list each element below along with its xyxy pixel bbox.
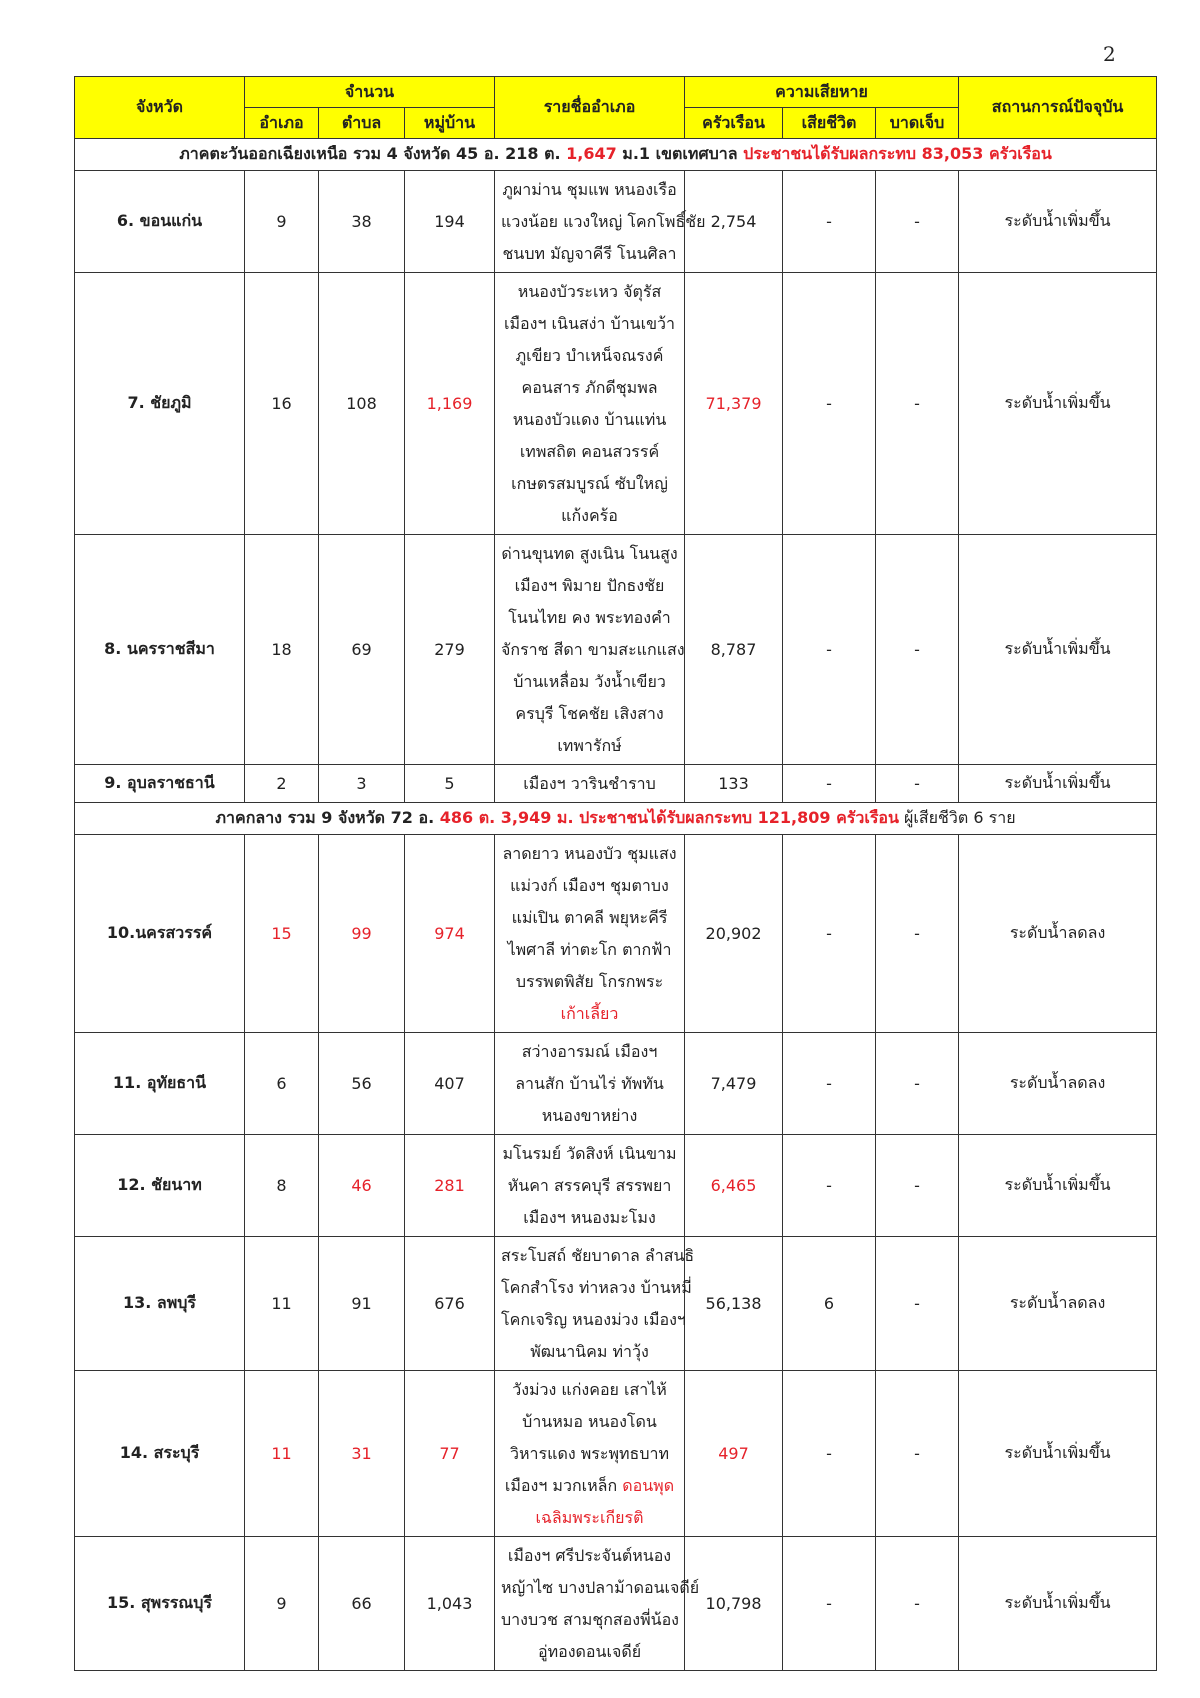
district-name: บรรพตพิสัย โกรกพระ [515, 971, 664, 991]
amphoe-count-cell: 18 [245, 535, 319, 765]
tambon-count-cell: 99 [319, 835, 405, 1033]
district-line [501, 570, 678, 602]
district-name: เมืองฯ พิมาย ปักธงชัย [514, 575, 665, 595]
header-district-names: รายชื่ออำเภอ [495, 77, 685, 139]
district-name: เมืองฯ ศรีประจันต์หนอง [507, 1545, 672, 1565]
injured-cell: - [876, 1537, 959, 1671]
header-deaths: เสียชีวิต [783, 108, 876, 139]
district-line [501, 1272, 692, 1304]
tambon-count-cell: 69 [319, 535, 405, 765]
district-name: ภูผาม่าน ชุมแพ หนองเรือ [502, 179, 677, 199]
deaths-cell: - [783, 765, 876, 803]
district-name: หันคา สรรคบุรี สรรพยา [507, 1175, 672, 1195]
tambon-count-cell: 91 [319, 1237, 405, 1371]
district-name: เทพารักษ์ [557, 735, 622, 755]
table-row [75, 1371, 1157, 1537]
amphoe-count-cell: 6 [245, 1033, 319, 1135]
injured-cell: - [876, 535, 959, 765]
households-cell: 8,787 [685, 535, 783, 765]
district-name: เกษตรสมบูรณ์ ซับใหญ่ [511, 473, 668, 493]
village-count-cell: 281 [405, 1135, 495, 1237]
district-line [501, 1304, 686, 1336]
village-count-cell: 194 [405, 171, 495, 273]
header-households: ครัวเรือน [685, 108, 783, 139]
district-name: สระโบสถ์ ชัยบาดาล ลำสนธิ [501, 1245, 695, 1265]
district-name: ภูเขียว บำเหน็จณรงค์ [515, 345, 664, 365]
households-cell: 133 [685, 765, 783, 803]
province-cell: 13. ลพบุรี [75, 1237, 245, 1371]
table-row [75, 535, 1157, 765]
district-name: เมืองฯ วารินชำราบ [523, 773, 656, 793]
header-damage-group: ความเสียหาย [685, 77, 959, 108]
district-line [501, 372, 678, 404]
district-name: สว่างอารมณ์ เมืองฯ [521, 1041, 658, 1061]
district-list-cell [495, 835, 685, 1033]
amphoe-count-cell: 9 [245, 1537, 319, 1671]
deaths-cell: - [783, 1135, 876, 1237]
district-name: เมืองฯ หนองมะโมง [523, 1207, 656, 1227]
province-cell: 6. ขอนแก่น [75, 171, 245, 273]
table-row [75, 171, 1157, 273]
district-list-cell [495, 1135, 685, 1237]
table-row [75, 1033, 1157, 1135]
district-line [501, 934, 678, 966]
district-name: แวงน้อย แวงใหญ่ โคกโพธิ์ชัย [501, 211, 706, 231]
district-line [501, 276, 678, 308]
district-name: หนองบัวแดง บ้านแท่น [512, 409, 667, 429]
district-line [501, 174, 678, 206]
district-line [501, 838, 678, 870]
district-name: คอนสาร ภักดีชุมพล [521, 377, 658, 397]
households-cell: 20,902 [685, 835, 783, 1033]
amphoe-count-cell: 9 [245, 171, 319, 273]
district-list-cell [495, 1237, 695, 1371]
region-summary-part: ประชาชนได้รับผลกระทบ 83,053 ครัวเรือน [743, 144, 1052, 163]
province-cell: 14. สระบุรี [75, 1371, 245, 1537]
injured-cell: - [876, 1371, 959, 1537]
region-summary [75, 803, 1157, 835]
province-cell: 7. ชัยภูมิ [75, 273, 245, 535]
table-header [75, 77, 1157, 139]
injured-cell: - [876, 1237, 959, 1371]
region-summary-part: ภาคกลาง รวม 9 จังหวัด 72 อ. [215, 808, 440, 827]
district-name: เมืองฯ มวกเหล็ก [504, 1475, 623, 1495]
region-summary-part: ผู้เสียชีวิต 6 ราย [898, 808, 1016, 827]
households-cell: 2,754 [685, 171, 783, 273]
district-name: บ้านหมอ หนองโดน [522, 1411, 657, 1431]
district-line [501, 340, 678, 372]
district-line [501, 238, 678, 270]
district-name: บ้านเหลื่อม วังน้ำเขียว [513, 671, 666, 691]
amphoe-count-cell: 2 [245, 765, 319, 803]
district-line [501, 1202, 678, 1234]
injured-cell: - [876, 1135, 959, 1237]
status-cell: ระดับน้ำเพิ่มขึ้น [959, 273, 1157, 535]
district-name: เมืองฯ เนินสง่า บ้านเขว้า [504, 313, 675, 333]
district-name: ครบุรี โชคชัย เสิงสาง [515, 703, 664, 723]
page-number: 2 [1103, 42, 1116, 66]
district-line [501, 966, 678, 998]
status-cell: ระดับน้ำเพิ่มขึ้น [959, 171, 1157, 273]
district-list-cell [495, 1033, 685, 1135]
district-name: มโนรมย์ วัดสิงห์ เนินขาม [502, 1143, 677, 1163]
district-line [501, 1100, 678, 1132]
flood-report-table [74, 76, 1157, 1671]
district-name: โคกสำโรง ท่าหลวง บ้านหมี่ [501, 1277, 692, 1297]
village-count-cell: 676 [405, 1237, 495, 1371]
header-village: หมู่บ้าน [405, 108, 495, 139]
district-line [501, 998, 678, 1030]
district-line [501, 468, 678, 500]
table-row [75, 273, 1157, 535]
district-line [501, 1240, 695, 1272]
header-injured: บาดเจ็บ [876, 108, 959, 139]
injured-cell: - [876, 273, 959, 535]
injured-cell: - [876, 765, 959, 803]
households-cell: 10,798 [685, 1537, 783, 1671]
district-line [501, 1438, 678, 1470]
district-line [501, 206, 706, 238]
injured-cell: - [876, 171, 959, 273]
households-cell: 71,379 [685, 273, 783, 535]
province-cell: 9. อุบลราชธานี [75, 765, 245, 803]
status-cell: ระดับน้ำลดลง [959, 1033, 1157, 1135]
district-line [501, 634, 685, 666]
district-line [501, 1336, 678, 1368]
district-name: ไพศาลี ท่าตะโก ตากฟ้า [507, 939, 672, 959]
district-line [501, 436, 678, 468]
district-line [501, 308, 678, 340]
region-summary [75, 139, 1157, 171]
district-line [501, 1138, 678, 1170]
district-line [501, 1068, 678, 1100]
district-line [501, 1170, 678, 1202]
village-count-cell: 974 [405, 835, 495, 1033]
header-status: สถานการณ์ปัจจุบัน [959, 77, 1157, 139]
district-list-cell [495, 171, 706, 273]
tambon-count-cell: 38 [319, 171, 405, 273]
province-cell: 12. ชัยนาท [75, 1135, 245, 1237]
region-summary-part: 486 ต. 3,949 ม. ประชาชนได้รับผลกระทบ 121,809 ครัวเรือน [439, 808, 899, 827]
amphoe-count-cell: 8 [245, 1135, 319, 1237]
district-name: เฉลิมพระเกียรติ [535, 1507, 644, 1527]
households-cell: 6,465 [685, 1135, 783, 1237]
district-line [501, 404, 678, 436]
district-list-cell [495, 535, 685, 765]
district-name: เก้าเลี้ยว [560, 1003, 619, 1023]
district-list-cell [495, 1537, 700, 1671]
region-row [75, 803, 1157, 835]
amphoe-count-cell: 11 [245, 1237, 319, 1371]
village-count-cell: 407 [405, 1033, 495, 1135]
injured-cell: - [876, 1033, 959, 1135]
region-row [75, 139, 1157, 171]
district-line [501, 730, 678, 762]
amphoe-count-cell: 16 [245, 273, 319, 535]
district-name: แม่เปิน ตาคลี พยุหะคีรี [511, 907, 668, 927]
district-line [501, 1470, 678, 1502]
district-line [501, 538, 678, 570]
deaths-cell: 6 [783, 1237, 876, 1371]
district-line [501, 870, 678, 902]
deaths-cell: - [783, 1537, 876, 1671]
status-cell: ระดับน้ำเพิ่มขึ้น [959, 1135, 1157, 1237]
district-line [501, 1036, 678, 1068]
district-name: หนองบัวระเหว จัตุรัส [517, 281, 662, 301]
district-line [501, 1406, 678, 1438]
district-name: ลานสัก บ้านไร่ ทัพทัน [515, 1073, 664, 1093]
village-count-cell: 279 [405, 535, 495, 765]
province-cell: 15. สุพรรณบุรี [75, 1537, 245, 1671]
district-name: วังม่วง แก่งคอย เสาไห้ [512, 1379, 667, 1399]
district-name: แก้งคร้อ [561, 505, 618, 525]
status-cell: ระดับน้ำลดลง [959, 1237, 1157, 1371]
district-name: โคกเจริญ หนองม่วง เมืองฯ [501, 1309, 686, 1329]
district-name: ด่านขุนทด สูงเนิน โนนสูง [501, 543, 678, 563]
region-summary-part: ม.1 เขตเทศบาล [616, 144, 744, 163]
header-amphoe: อำเภอ [245, 108, 319, 139]
district-line [501, 1502, 678, 1534]
district-name: แม่วงก์ เมืองฯ ชุมตาบง [510, 875, 669, 895]
table-row [75, 1135, 1157, 1237]
header-tambon: ตำบล [319, 108, 405, 139]
region-summary-part: 1,647 [566, 144, 617, 163]
tambon-count-cell: 108 [319, 273, 405, 535]
district-name: ลาดยาว หนองบัว ชุมแสง [502, 843, 677, 863]
injured-cell: - [876, 835, 959, 1033]
province-cell: 11. อุทัยธานี [75, 1033, 245, 1135]
table-row [75, 835, 1157, 1033]
status-cell: ระดับน้ำเพิ่มขึ้น [959, 1371, 1157, 1537]
deaths-cell: - [783, 171, 876, 273]
district-line [501, 768, 678, 800]
district-line [501, 602, 678, 634]
district-name: จักราช สีดา ขามสะแกแสง [501, 639, 685, 659]
tambon-count-cell: 56 [319, 1033, 405, 1135]
district-list-cell [495, 1371, 685, 1537]
district-line [501, 666, 678, 698]
district-name: พัฒนานิคม ท่าวุ้ง [530, 1341, 649, 1361]
district-line [501, 1374, 678, 1406]
status-cell: ระดับน้ำลดลง [959, 835, 1157, 1033]
deaths-cell: - [783, 1033, 876, 1135]
tambon-count-cell: 46 [319, 1135, 405, 1237]
tambon-count-cell: 3 [319, 765, 405, 803]
district-name: หญ้าไซ บางปลาม้าดอนเจดีย์ [501, 1577, 700, 1597]
deaths-cell: - [783, 835, 876, 1033]
table-row [75, 1537, 1157, 1671]
table-row [75, 1237, 1157, 1371]
district-list-cell [495, 273, 685, 535]
table-row [75, 765, 1157, 803]
amphoe-count-cell: 15 [245, 835, 319, 1033]
district-name: บางบวช สามชุกสองพี่น้อง [501, 1609, 679, 1629]
province-cell: 10.นครสวรรค์ [75, 835, 245, 1033]
table-body [75, 139, 1157, 1671]
status-cell: ระดับน้ำเพิ่มขึ้น [959, 535, 1157, 765]
header-province: จังหวัด [75, 77, 245, 139]
district-name: เทพสถิต คอนสวรรค์ [519, 441, 660, 461]
status-cell: ระดับน้ำเพิ่มขึ้น [959, 1537, 1157, 1671]
tambon-count-cell: 66 [319, 1537, 405, 1671]
province-cell: 8. นครราชสีมา [75, 535, 245, 765]
village-count-cell: 1,169 [405, 273, 495, 535]
deaths-cell: - [783, 535, 876, 765]
district-line [501, 1572, 700, 1604]
village-count-cell: 1,043 [405, 1537, 495, 1671]
amphoe-count-cell: 11 [245, 1371, 319, 1537]
district-name: วิหารแดง พระพุทธบาท [510, 1443, 670, 1463]
district-name: ดอนพุด [622, 1475, 675, 1495]
district-line [501, 500, 678, 532]
households-cell: 497 [685, 1371, 783, 1537]
district-name: ชนบท มัญจาคีรี โนนศิลา [502, 243, 677, 263]
header-count-group: จำนวน [245, 77, 495, 108]
village-count-cell: 5 [405, 765, 495, 803]
deaths-cell: - [783, 1371, 876, 1537]
district-line [501, 1604, 678, 1636]
households-cell: 7,479 [685, 1033, 783, 1135]
district-line [501, 698, 678, 730]
households-cell: 56,138 [685, 1237, 783, 1371]
district-line [501, 1636, 678, 1668]
tambon-count-cell: 31 [319, 1371, 405, 1537]
region-summary-part: ภาคตะวันออกเฉียงเหนือ รวม 4 จังหวัด 45 อ. 218 ต. [179, 144, 567, 163]
district-line [501, 902, 678, 934]
district-name: โนนไทย คง พระทองคำ [508, 607, 671, 627]
village-count-cell: 77 [405, 1371, 495, 1537]
district-line [501, 1540, 678, 1572]
status-cell: ระดับน้ำเพิ่มขึ้น [959, 765, 1157, 803]
deaths-cell: - [783, 273, 876, 535]
district-list-cell [495, 765, 685, 803]
district-name: อู่ทองดอนเจดีย์ [537, 1641, 642, 1661]
district-name: หนองขาหย่าง [541, 1105, 638, 1125]
